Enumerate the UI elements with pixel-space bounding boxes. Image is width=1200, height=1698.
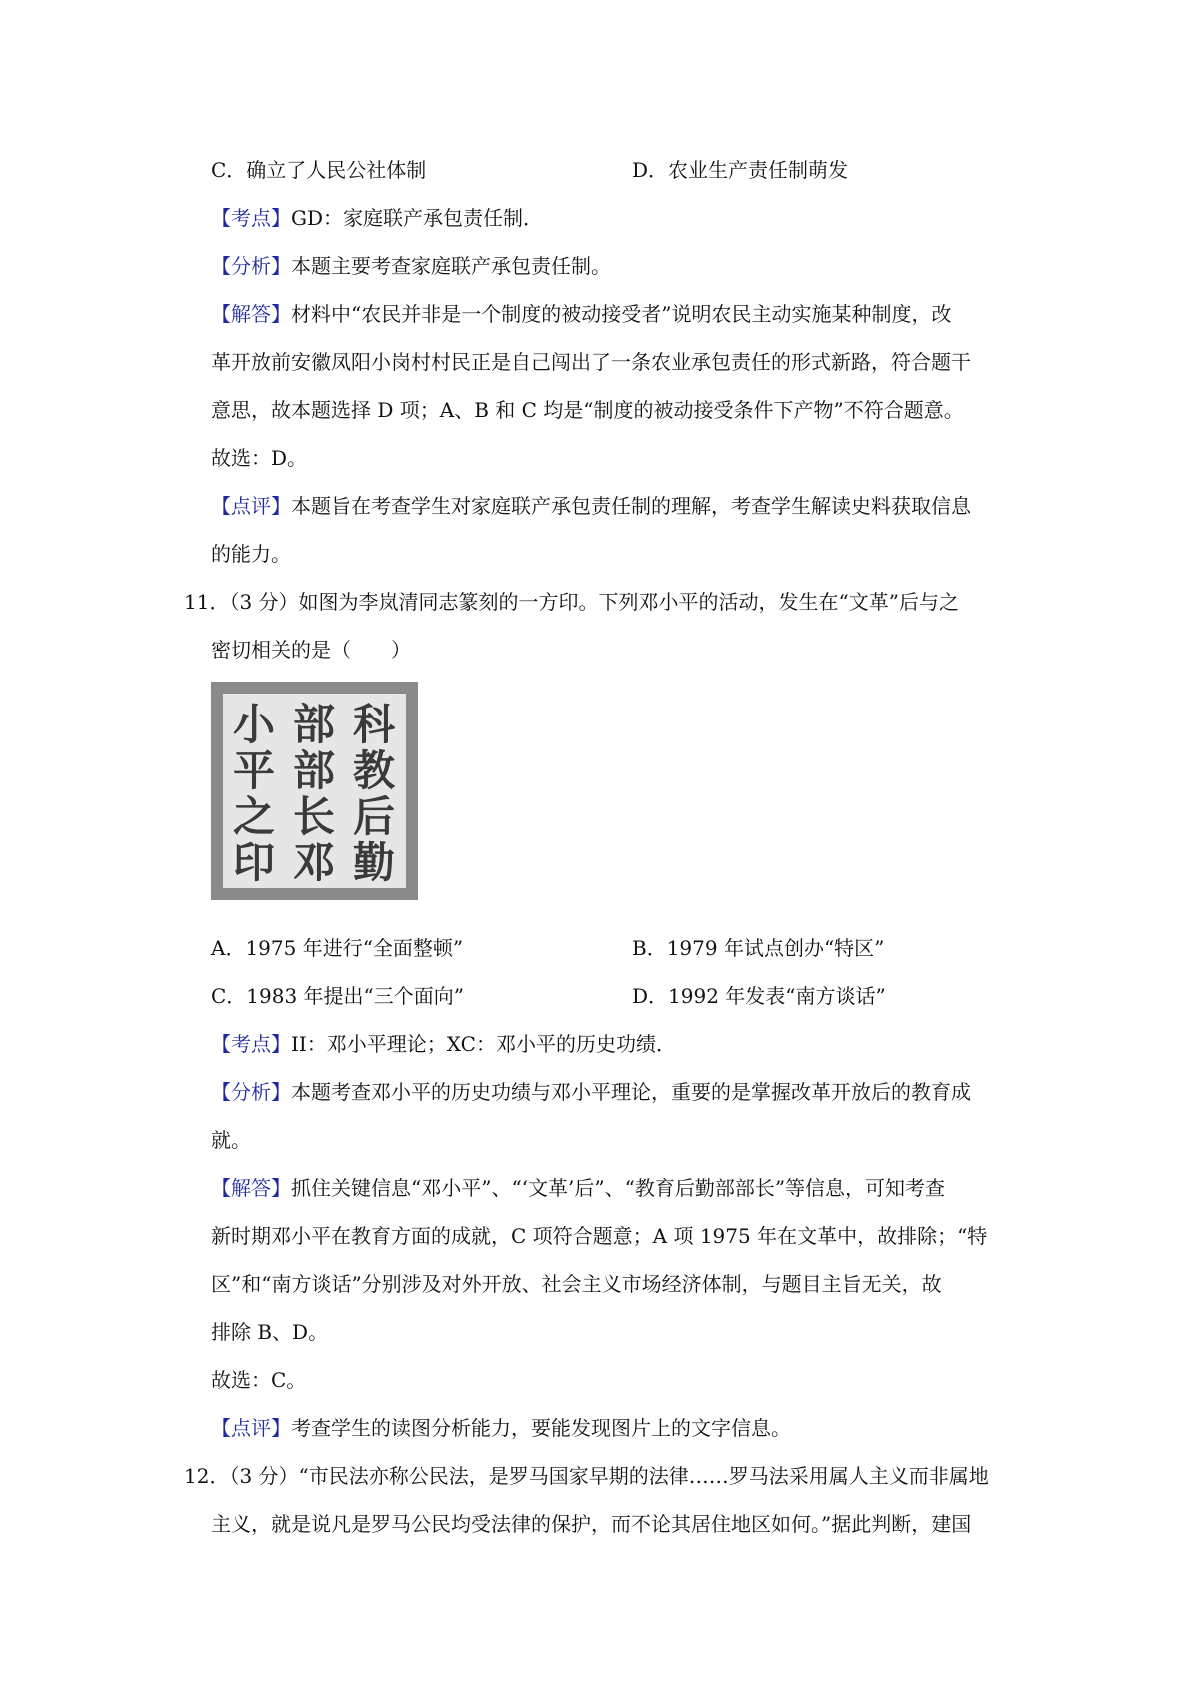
q10-option-d: D．农业生产责任制萌发 xyxy=(632,158,849,182)
seal-char: 平 xyxy=(232,746,275,795)
jieda-text-1: 抓住关键信息“邓小平”、“‘文革’后”、“教育后勤部部长”等信息，可知考查 xyxy=(291,1176,946,1200)
q11-option-d: D．1992 年发表“南方谈话” xyxy=(632,984,886,1008)
seal-char: 科 xyxy=(352,700,395,749)
q11-fenxi-line1 xyxy=(211,1078,971,1106)
seal-column-2 xyxy=(285,702,343,886)
dianping-tag: 【点评】 xyxy=(211,1416,291,1440)
fenxi-tag: 【分析】 xyxy=(211,254,291,278)
dianping-text: 考查学生的读图分析能力，要能发现图片上的文字信息。 xyxy=(291,1416,791,1440)
q11-kaodian xyxy=(211,1030,676,1058)
seal-char: 之 xyxy=(232,792,275,841)
seal-column-3 xyxy=(345,702,403,886)
jieda-tag: 【解答】 xyxy=(211,302,291,326)
kaodian-text: GD：家庭联产承包责任制． xyxy=(291,206,544,230)
q10-jieda-line1 xyxy=(211,300,951,328)
q11-jieda-line2: 新时期邓小平在教育方面的成就，C 项符合题意；A 项 1975 年在文革中，故排除；“特 xyxy=(211,1224,988,1248)
jieda-text-1: 材料中“农民并非是一个制度的被动接受者”说明农民主动实施某种制度，改 xyxy=(291,302,952,326)
seal-char: 邓 xyxy=(292,838,335,887)
q11-jieda-line3: 区”和“南方谈话”分别涉及对外开放、社会主义市场经济体制，与题目主旨无关，故 xyxy=(211,1272,942,1296)
q11-guxuan: 故选：C。 xyxy=(211,1368,307,1392)
q10-dianping-line1 xyxy=(211,492,971,520)
q11-jieda-line1 xyxy=(211,1174,945,1202)
seal-column-1 xyxy=(225,702,283,886)
fenxi-text-1: 本题考查邓小平的历史功绩与邓小平理论，重要的是掌握改革开放后的教育成 xyxy=(291,1080,971,1104)
q12-stem-line1: 12．（3 分）“市民法亦称公民法，是罗马国家早期的法律……罗马法采用属人主义而非属地 xyxy=(184,1464,989,1488)
jieda-tag: 【解答】 xyxy=(211,1176,291,1200)
seal-char: 小 xyxy=(232,700,275,749)
q10-jieda-line3: 意思，故本题选择 D 项；A、B 和 C 均是“制度的被动接受条件下产物”不符合题意。 xyxy=(211,398,964,422)
q11-stem-line2: 密切相关的是（ ） xyxy=(211,638,411,662)
fenxi-tag: 【分析】 xyxy=(211,1080,291,1104)
seal-char: 部 xyxy=(292,700,335,749)
q10-fenxi xyxy=(211,252,611,280)
q10-dianping-line2: 的能力。 xyxy=(211,542,291,566)
seal-image xyxy=(211,682,418,900)
q11-jieda-line4: 排除 B、D。 xyxy=(211,1320,329,1344)
seal-char: 印 xyxy=(232,838,275,887)
kaodian-tag: 【考点】 xyxy=(211,206,291,230)
dianping-text-1: 本题旨在考查学生对家庭联产承包责任制的理解，考查学生解读史料获取信息 xyxy=(291,494,971,518)
seal-char: 部 xyxy=(292,746,335,795)
seal-face xyxy=(223,694,406,888)
seal-char: 教 xyxy=(352,746,395,795)
dianping-tag: 【点评】 xyxy=(211,494,291,518)
fenxi-text: 本题主要考查家庭联产承包责任制。 xyxy=(291,254,611,278)
q10-guxuan: 故选：D。 xyxy=(211,446,308,470)
q10-option-c: C．确立了人民公社体制 xyxy=(211,158,427,182)
seal-char: 长 xyxy=(292,792,335,841)
q10-jieda-line2: 革开放前安徽凤阳小岗村村民正是自己闯出了一条农业承包责任的形式新路，符合题干 xyxy=(211,350,971,374)
q11-option-b: B．1979 年试点创办“特区” xyxy=(632,936,885,960)
q12-stem-line2: 主义，就是说凡是罗马公民均受法律的保护，而不论其居住地区如何。”据此判断，建国 xyxy=(211,1512,972,1536)
seal-char: 后 xyxy=(352,792,395,841)
kaodian-tag: 【考点】 xyxy=(211,1032,291,1056)
q10-kaodian xyxy=(211,204,543,232)
q11-dianping xyxy=(211,1414,791,1442)
seal-char: 勤 xyxy=(352,838,395,887)
q11-option-a: A．1975 年进行“全面整顿” xyxy=(211,936,464,960)
q11-option-c: C．1983 年提出“三个面向” xyxy=(211,984,465,1008)
kaodian-text: II：邓小平理论；XC：邓小平的历史功绩． xyxy=(291,1032,676,1056)
q11-fenxi-line2: 就。 xyxy=(211,1128,251,1152)
q11-stem-line1: 11．（3 分）如图为李岚清同志篆刻的一方印。下列邓小平的活动，发生在“文革”后与之 xyxy=(184,590,959,614)
